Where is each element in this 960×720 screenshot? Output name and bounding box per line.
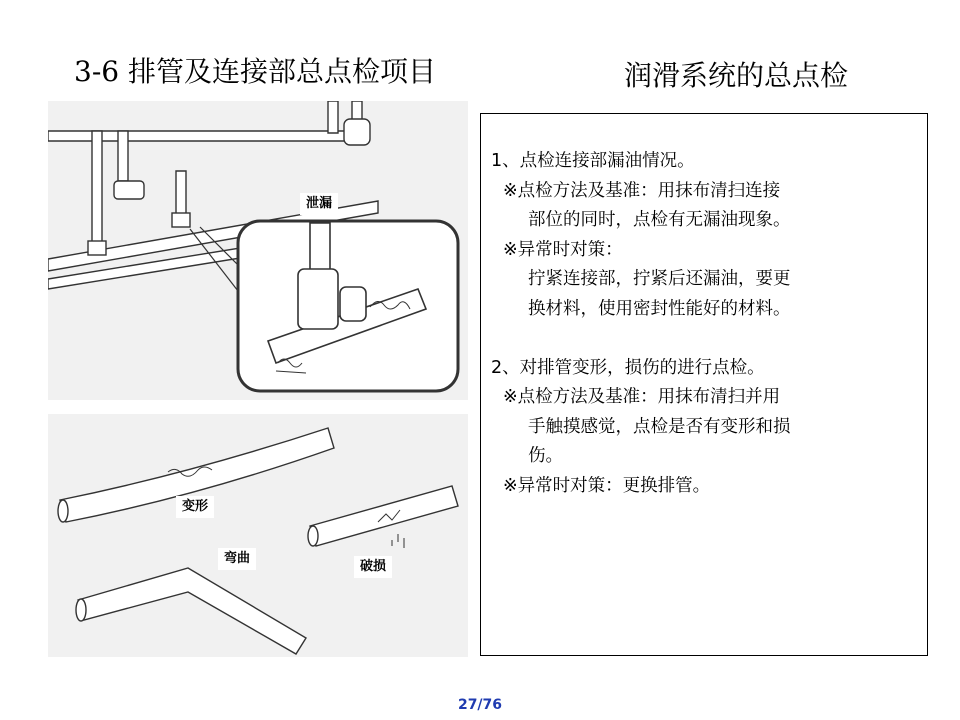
item-2-heading: 2、对排管变形，损伤的进行点检。 (491, 357, 765, 378)
leak-illustration (48, 101, 468, 400)
item-2-method-end: 伤。 (528, 446, 563, 466)
topic-title: 润滑系统的总点检 (624, 59, 849, 92)
item-1-countermeasure-cont: 换材料，使用密封性能好的材料。 (528, 298, 791, 319)
item-1-countermeasure: ※异常时对策： (503, 239, 623, 260)
leak-label: 泄漏 (300, 193, 338, 215)
item-1-method: ※点检方法及基准：用抹布清扫连接 (503, 180, 781, 201)
section-title: 3-6 排管及连接部总点检项目 (74, 55, 436, 88)
deform-label: 变形 (176, 496, 214, 518)
item-1-heading: 1、点检连接部漏油情况。 (491, 151, 695, 171)
pipe-damage-drawing (48, 414, 468, 657)
item-2-countermeasure: ※异常时对策：更换排管。 (503, 475, 711, 496)
pipe-joint-drawing (48, 101, 468, 400)
page-number: 27/76 (457, 697, 503, 713)
item-1-countermeasure-text: 拧紧连接部，拧紧后还漏油，要更 (528, 269, 791, 289)
item-2-method: ※点检方法及基准：用抹布清扫并用 (503, 387, 781, 407)
item-2-method-cont: 手触摸感觉，点检是否有变形和损 (528, 416, 791, 437)
pipe-damage-illustration (48, 414, 468, 657)
broken-label: 破损 (354, 556, 392, 578)
bend-label: 弯曲 (218, 548, 256, 570)
item-1-method-cont: 部位的同时，点检有无漏油现象。 (528, 210, 791, 230)
inspection-text-box (480, 113, 928, 656)
